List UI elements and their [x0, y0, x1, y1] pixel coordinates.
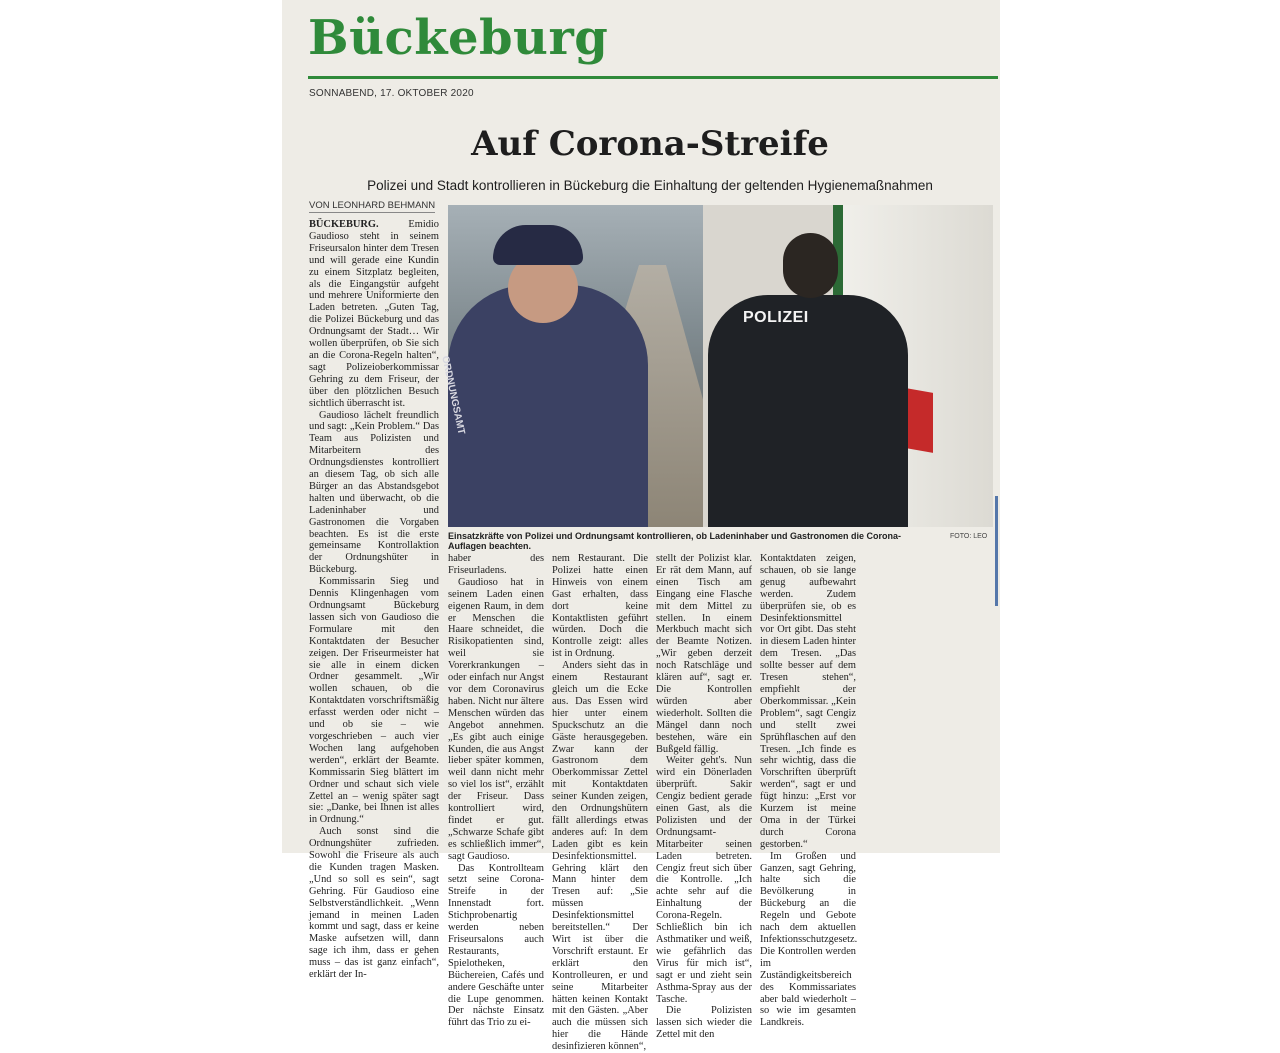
paragraph: Auch sonst sind die Ordnungshüter zufrieden. Sowohl die Friseure als auch die Kunden tragen Masken. „Und so soll es sein“, sagt Gehring. Für Gaudioso eine Selbstverständlichkeit. „Wenn jemand in meinen Laden kommt und sagt, dass er keine Maske aufsetzen will, dann sage ich ihm, dass er gehen muss – das ist ganz einfach“, erklärt der In-	[309, 826, 439, 981]
paragraph: Im Großen und Ganzen, sagt Gehring, halte sich die Bevölkerung in Bückeburg an die Regeln und Gebote nach dem aktuellen Infektionsschutzgesetz. Die Kontrollen werden im Zuständigkeitsbereich des Kommissariates aber bald wiederholt – so wie im gesamten Landkreis.	[760, 850, 858, 1029]
paragraph: Anders sieht das in einem Restaurant gleich um die Ecke aus. Das Essen wird hier unter einem Spuckschutz an die Gäste herausgegeben. Zwar kann der Gastronom dem Oberkommissar Zettel mit Kontaktdaten seiner Kunden zeigen, den Ordnungshütern fällt allerdings etwas anderes auf: In dem Laden gibt es kein Desinfektionsmittel. Gehring klärt den Mann hinter dem Tresen auf: „Sie müssen Desinfektionsmittel bereitstellen.“ Der Wirt ist über die Vorschrift erstaunt. Er erklärt den Kontrolleuren, er und seine Mitarbeiter hätten keinen Kontakt mit den Gästen. „Aber auch die müssen sich hier die Hände desinfizieren können“,	[552, 660, 648, 1053]
masthead: Bückeburg	[308, 10, 609, 66]
article-column-3	[552, 553, 648, 1053]
headline: Auf Corona-Streife	[471, 124, 829, 164]
paragraph: Gaudioso lächelt freundlich und sagt: „Kein Problem.“ Das Team aus Polizisten und Mitarbeitern des Ordnungsdienstes kontrolliert an diesem Tag, ob sich alle Bürger an das Abstandsgebot halten und überwacht, ob die Ladeninhaber und Gastronomen die Vorgaben beachten. Es ist die erste gemeinsame Kontrollaktion der Ordnungshüter in Bückeburg.	[309, 409, 439, 576]
masthead-rule	[308, 76, 998, 79]
news-photo	[439, 205, 982, 527]
polizei-lettering: POLIZEI	[743, 309, 809, 326]
photo-caption: Einsatzkräfte von Polizei und Ordnungsamt kontrollieren, ob Ladeninhaber und Gastronomen die Corona-Auflagen beachten.	[448, 531, 902, 551]
ordnungsamt-lettering: ORDNUNGSAMT	[439, 355, 467, 436]
issue-date: SONNABEND, 17. OKTOBER 2020	[309, 88, 474, 99]
paragraph: Die Polizisten lassen sich wieder die Zettel mit den	[656, 1005, 752, 1041]
photo-police-officer	[708, 295, 908, 527]
paragraph: haber des Friseurladens.	[448, 553, 544, 576]
paragraph: Weiter geht's. Nun wird ein Dönerladen überprüft. Sakir Cengiz bedient gerade einen Gast, als die Polizisten und der Ordnungsamt-Mitarbeiter seinen Laden betreten. Cengiz freut sich über die Kontrolle. „Ich achte sehr auf die Einhaltung der Corona-Regeln. Schließlich bin ich Asthmatiker und weiß, wie gefährlich das Virus für mich ist“, sagt er und zieht sein Asthma-Spray aus der Tasche.	[656, 755, 752, 1005]
paragraph: Kontaktdaten zeigen, schauen, ob sie lange genug aufbewahrt werden. Zudem überprüfen sie, ob es Desinfektionsmittel vor Ort gibt. Das steht in diesem Laden hinter dem Tresen. „Das sollte besser auf dem Tresen stehen“, empfiehlt der Oberkommissar. „Kein Problem“, sagt Cengiz und stellt zwei Sprühflaschen auf den Tresen. „Ich finde es sehr wichtig, dass die Vorschriften überprüft werden“, sagt er und fügt hinzu: „Erst vor Kurzem ist meine Oma in der Türkei durch Corona gestorben.“	[760, 553, 856, 850]
article-column-5	[760, 553, 858, 1029]
article-column-1	[309, 219, 439, 981]
paragraph: Gaudioso hat in seinem Laden einen eigenen Raum, in dem er Menschen die Haare schneidet, die Risikopatienten sind, weil sie Vorerkrankungen – oder einfach nur Angst vor dem Coronavirus haben. Nicht nur ältere Menschen würden das Angebot annehmen. „Es gibt auch einige Kunden, die aus Angst lieber später kommen, weil dann nicht mehr so viel los ist“, erzählt der Friseur. Dass kontrolliert wird, findet er gut. „Schwarze Schafe gibt es schließlich immer“, sagt Gaudioso.	[448, 576, 544, 862]
paragraph: nem Restaurant. Die Polizei hatte einen Hinweis von einem Gast erhalten, dass dort keine Kontaktlisten geführt würden. Doch die Kontrolle zeigt: alles ist in Ordnung.	[552, 553, 648, 660]
byline: VON LEONHARD BEHMANN	[309, 200, 436, 211]
dateline: BÜCKEBURG.	[309, 219, 379, 230]
subheadline: Polizei und Stadt kontrollieren in Bückeburg die Einhaltung der geltenden Hygienemaßnahmen	[367, 178, 933, 193]
paragraph	[309, 219, 439, 410]
article-column-2	[448, 553, 544, 1029]
article-column-4	[656, 553, 752, 1041]
photo-credit: FOTO: LEO	[950, 533, 988, 540]
page-edge-marker	[995, 496, 998, 606]
paragraph: Kommissarin Sieg und Dennis Klingenhagen vom Ordnungsamt Bückeburg lassen sich von Gaudioso die Formulare mit den Kontaktdaten der Besucher zeigen. Der Friseurmeister hat sie alle in einem dicken Ordner gesammelt. „Wir wollen schauen, ob die Kontaktdaten vorschriftsmäßig erfasst werden oder nicht – und ob sie – wie vorgeschrieben – auch vier Wochen lang aufgehoben werden“, erklärt der Beamte. Kommissarin Sieg blättert im Ordner und schaut sich viele Zettel an – wenig später sagt sie: „Danke, bei Ihnen ist alles in Ordnung.“	[309, 576, 439, 826]
paragraph-text: Emidio Gaudioso steht in seinem Friseursalon hinter dem Tresen und will gerade eine Kundin zu einem Sitzplatz begleiten, als die Eingangstür aufgeht und mehrere Uniformierte den Laden betreten. „Guten Tag, die Polizei Bückeburg und das Ordnungsamt der Stadt… Wir wollen überprüfen, ob Sie sich an die Corona-Regeln halten“, sagt Polizeioberkommissar Gehring zu dem Friseur, der über den plötzlichen Besuch sichtlich überrascht ist.	[309, 219, 439, 409]
paragraph: stellt der Polizist klar. Er rät dem Mann, auf einen Tisch am Eingang eine Flasche mit dem Mittel zu stellen. In einem Merkbuch macht sich der Beamte Notizen. „Wir geben derzeit noch Ratschläge und klären auf“, sagt er. Die Kontrollen würden aber wiederholt. Sollten die Mängel dann noch bestehen, wäre ein Bußgeld fällig.	[656, 553, 752, 755]
photo-officer-cap	[493, 225, 583, 265]
photo-police-head	[783, 233, 838, 298]
paragraph: Das Kontrollteam setzt seine Corona-Streife in der Innenstadt fort. Stichprobenartig werden neben Friseursalons auch Restaurants, Spielotheken, Büchereien, Cafés und andere Geschäfte unter die Lupe genommen. Der nächste Einsatz führt das Trio zu ei-	[448, 862, 544, 1029]
